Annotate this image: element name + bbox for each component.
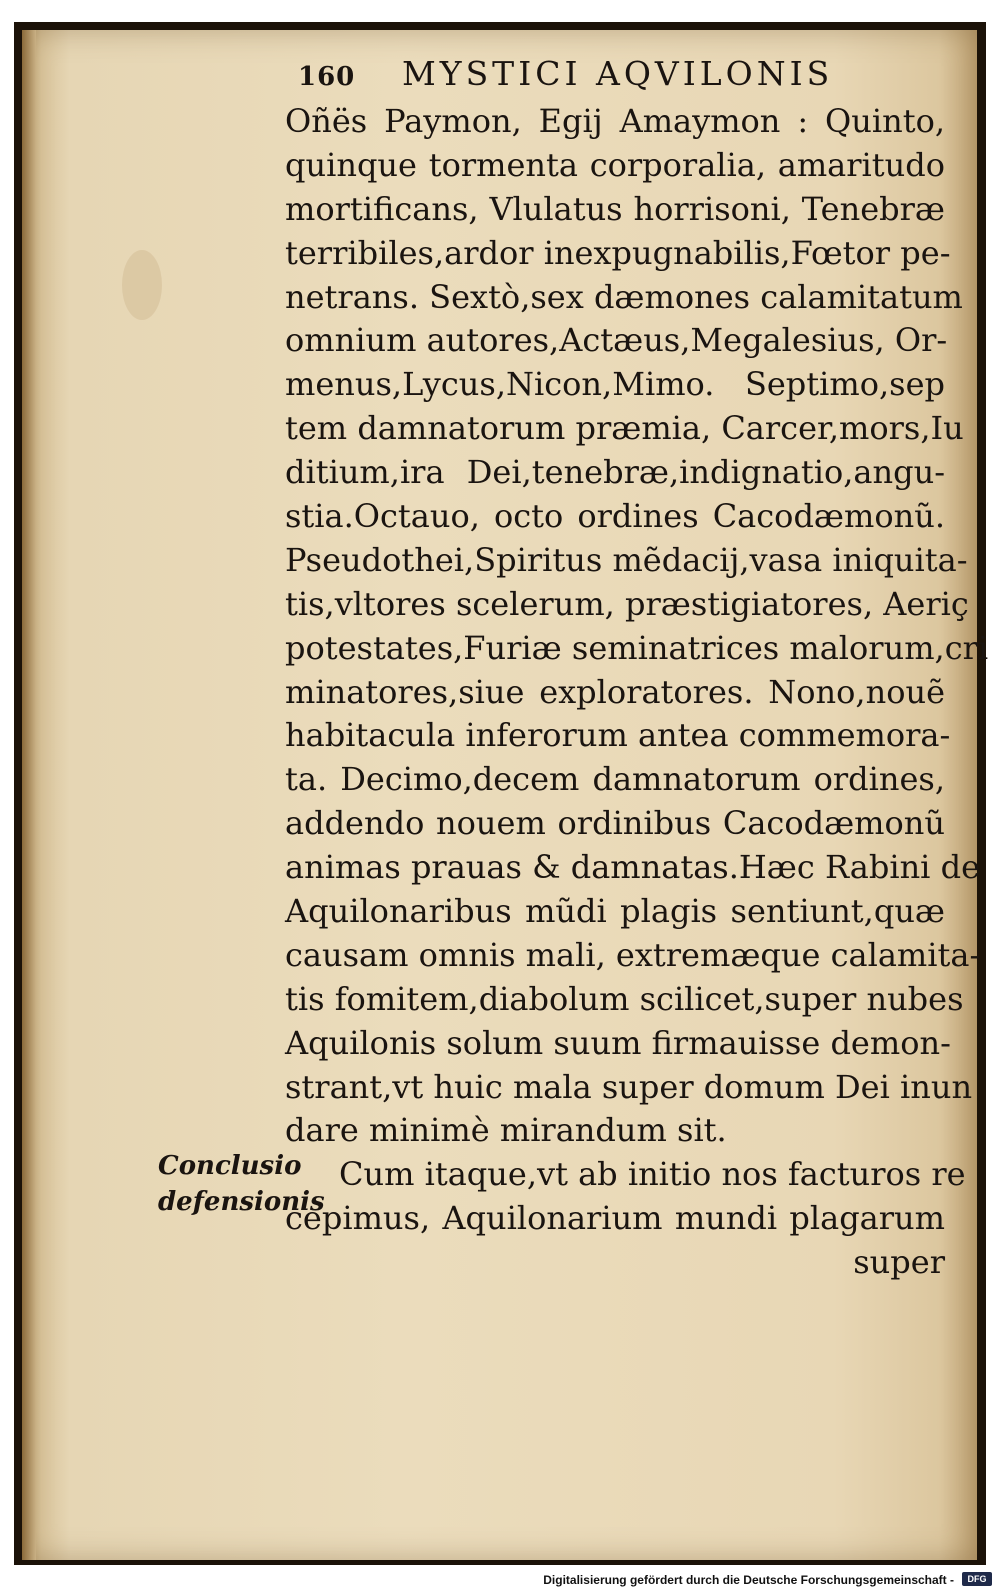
- text-line: Oñës Paymon, Egij Amaymon : Quinto,: [285, 102, 945, 140]
- text-line: potestates,Furiæ seminatrices malorum,cri: [285, 628, 989, 667]
- text-line: minatores,siue exploratores. Nono,nouẽ: [285, 672, 945, 711]
- text-line: ditium,ira Dei,tenebræ,indignatio,angu-: [285, 453, 945, 492]
- page-header: [298, 54, 838, 104]
- text-line: tis,vltores scelerum, præstigiatores, Aeriç: [285, 584, 969, 623]
- text-line: menus,Lycus,Nicon,Mimo. Septimo,sep: [285, 365, 945, 404]
- text-line: stia.Octauo, octo ordines Cacodæmonũ.: [285, 497, 945, 536]
- text-line: Cum itaque,vt ab initio nos facturos re: [339, 1155, 966, 1194]
- catchword: super: [853, 1243, 945, 1282]
- margin-note: [158, 1148, 325, 1220]
- text-line: addendo nouem ordinibus Cacodæmonũ: [285, 804, 945, 843]
- page-stain: [122, 250, 162, 320]
- text-line: strant,vt huic mala super domum Dei inun: [285, 1067, 973, 1106]
- text-line: Aquilonis solum suum firmauisse demon-: [285, 1023, 951, 1062]
- dfg-logo: DFG: [962, 1572, 992, 1586]
- text-line: Pseudothei,Spiritus mẽdacij,vasa iniquita-: [285, 540, 968, 579]
- text-line: quinque tormenta corporalia, amaritudo: [285, 145, 945, 184]
- text-line: dare minimè mirandum sit.: [285, 1111, 727, 1150]
- text-line: mortificans, Vlulatus horrisoni, Tenebræ: [285, 189, 945, 228]
- running-title: MYSTICI AQVILONIS: [402, 54, 834, 93]
- margin-note-line: defensionis: [158, 1187, 325, 1217]
- body-text: [285, 100, 989, 1285]
- margin-note-line: Conclusio: [158, 1151, 302, 1181]
- text-line: omnium autores,Actæus,Megalesius, Or-: [285, 321, 948, 360]
- text-line: animas prauas & damnatas.Hæc Rabini de: [285, 848, 980, 887]
- footer-bar: [0, 1565, 1000, 1595]
- text-line: tis fomitem,diabolum scilicet,super nubes: [285, 979, 964, 1018]
- text-line: habitacula inferorum antea commemora-: [285, 716, 951, 755]
- text-line: Aquilonaribus mũdi plagis sentiunt,quæ: [285, 892, 945, 931]
- text-line: tem damnatorum præmia, Carcer,mors,Iu: [285, 409, 964, 448]
- text-line: cepimus, Aquilonarium mundi plagarum: [285, 1199, 945, 1238]
- page-number: 160: [298, 62, 356, 92]
- text-line: terribiles,ardor inexpugnabilis,Fœtor pe-: [285, 233, 951, 272]
- text-line: causam omnis mali, extremæque calamita-: [285, 935, 981, 974]
- text-line: ta. Decimo,decem damnatorum ordines,: [285, 760, 945, 799]
- text-line: netrans. Sextò,sex dæmones calamitatum: [285, 277, 963, 316]
- page-gutter: [22, 30, 36, 1560]
- funding-credit: Digitalisierung gefördert durch die Deutsche Forschungsgemeinschaft -: [543, 1573, 954, 1587]
